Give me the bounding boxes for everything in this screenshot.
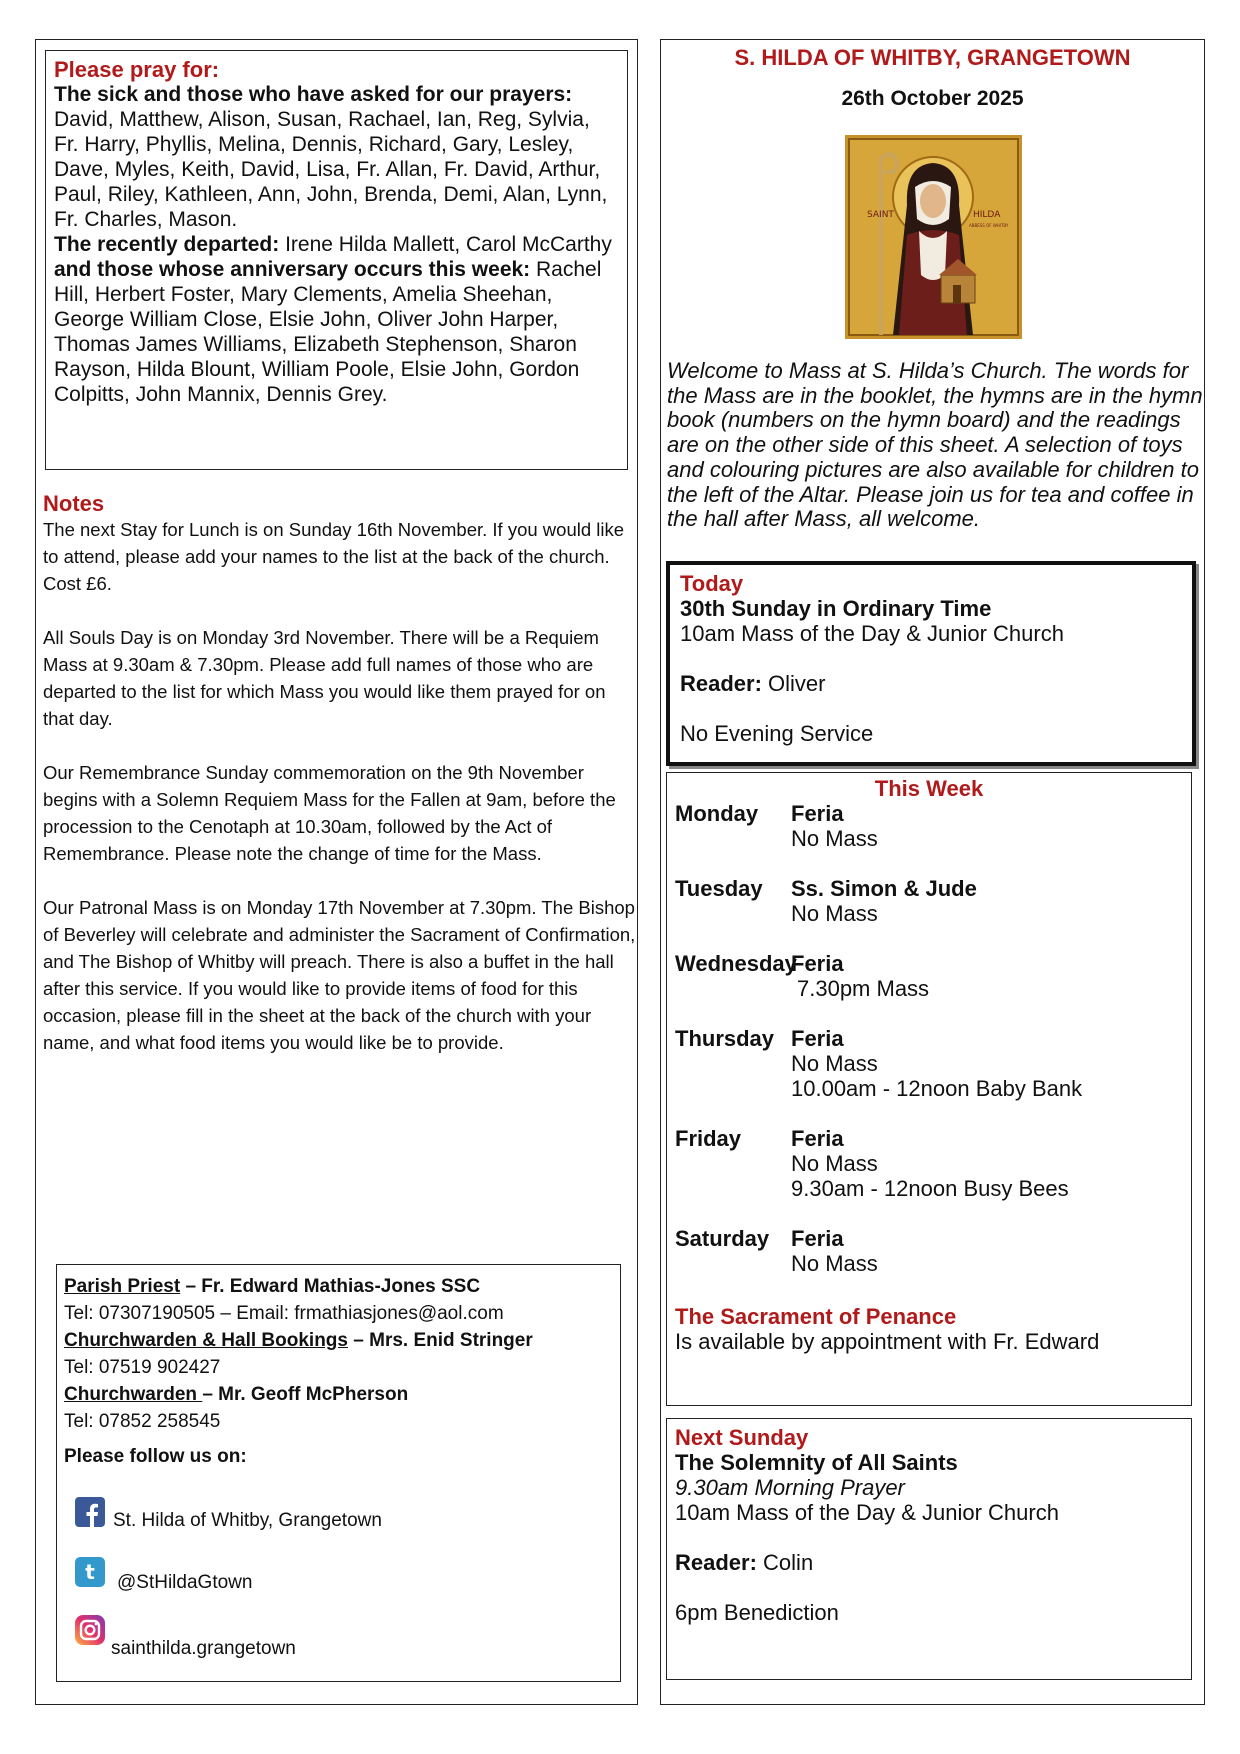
twitter-icon	[75, 1557, 105, 1587]
penance-title: The Sacrament of Penance	[675, 1304, 957, 1329]
today-reader-line	[680, 671, 1182, 696]
today-box	[666, 561, 1196, 766]
church-name: S. HILDA OF WHITBY, GRANGETOWN	[734, 45, 1131, 70]
notes-section	[43, 492, 638, 1083]
week-day-detail: 7.30pm Mass	[797, 976, 930, 1001]
note-item: Our Remembrance Sunday commemoration on the 9th November begins with a Solemn Requiem Mass for the Fallen at 9am, before the procession to the Cenotaph at 10.30am, followed by the Act of Remembrance. Please note the change of time for the Mass.	[43, 762, 616, 864]
week-title: This Week	[874, 776, 984, 801]
prayer-departed	[54, 232, 619, 407]
warden2-line	[64, 1381, 613, 1408]
instagram-icon	[75, 1615, 105, 1645]
note-item: Our Patronal Mass is on Monday 17th November at 7.30pm. The Bishop of Beverley will celebrate and administer the Sacrament of Confirmation, and The Bishop of Whitby will preach. There is also a buffet in the hall after this service. If you would like to provide items of food for this occasion, please fill in the sheet at the back of the church with your name, and what food items you would like be to provide.	[43, 897, 636, 1053]
facebook-icon	[75, 1497, 105, 1527]
week-day-feast: Feria	[791, 1126, 844, 1151]
priest-name: – Fr. Edward Mathias-Jones SSC	[185, 1276, 481, 1297]
next-name: The Solemnity of All Saints	[675, 1450, 958, 1475]
week-day-detail: No Mass	[791, 1151, 878, 1176]
week-day-detail: 9.30am - 12noon Busy Bees	[791, 1176, 1069, 1201]
week-day-label: Monday	[675, 801, 759, 826]
next-reader-label: Reader:	[675, 1550, 757, 1575]
week-day-label: Saturday	[675, 1226, 770, 1251]
penance-text: Is available by appointment with Fr. Edward	[675, 1329, 1100, 1354]
this-week-box	[666, 772, 1192, 1406]
week-day-label: Thursday	[675, 1026, 775, 1051]
week-day-feast: Feria	[791, 1026, 844, 1051]
next-title: Next Sunday	[675, 1425, 809, 1450]
week-day-detail: No Mass	[791, 1251, 878, 1276]
icon-text-left: SAINT	[867, 210, 894, 220]
next-reader: Colin	[763, 1550, 814, 1575]
note-item: All Souls Day is on Monday 3rd November. There will be a Requiem Mass at 9.30am & 7.30pm. Please add full names of those who are departed to the list for which Mass you would like them prayed for on that day.	[43, 627, 606, 729]
icon-text-sub: ABBESS OF WHITBY	[969, 223, 1009, 228]
today-evening: No Evening Service	[680, 721, 874, 746]
week-day-label: Tuesday	[675, 876, 763, 901]
warden2-tel: Tel: 07852 258545	[64, 1411, 221, 1432]
prayer-sick-label: The sick and those who have asked for our prayers:	[54, 83, 573, 106]
week-day-detail: No Mass	[791, 901, 878, 926]
priest-line	[64, 1273, 613, 1300]
facebook-text: St. Hilda of Whitby, Grangetown	[113, 1510, 382, 1531]
priest-label: Parish Priest	[64, 1276, 181, 1297]
today-reader-label: Reader:	[680, 671, 762, 696]
contact-box	[56, 1264, 621, 1682]
week-day-label: Wednesday	[675, 951, 797, 976]
note-item: The next Stay for Lunch is on Sunday 16th November. If you would like to attend, please add your names to the list at the back of the church. Cost £6.	[43, 519, 625, 594]
warden2-name: – Mr. Geoff McPherson	[202, 1384, 409, 1405]
prayer-sick	[54, 82, 619, 232]
warden1-line	[64, 1327, 613, 1354]
warden1-tel: Tel: 07519 902427	[64, 1357, 221, 1378]
warden2-label: Churchwarden	[64, 1384, 203, 1405]
week-day-label: Friday	[675, 1126, 742, 1151]
today-mass: 10am Mass of the Day & Junior Church	[680, 621, 1064, 646]
week-day-detail: No Mass	[791, 1051, 878, 1076]
warden1-name: – Mrs. Enid Stringer	[353, 1330, 533, 1351]
week-day-feast: Feria	[791, 801, 844, 826]
service-date: 26th October 2025	[841, 87, 1024, 110]
next-prayer: 9.30am Morning Prayer	[675, 1475, 905, 1500]
saint-hilda-icon-image	[845, 135, 1022, 339]
twitter-text: @StHildaGtown	[117, 1572, 253, 1593]
icon-text-right: HILDA	[973, 210, 1001, 220]
notes-title: Notes	[43, 491, 105, 516]
week-day-feast: Ss. Simon & Jude	[791, 876, 977, 901]
week-day-detail: No Mass	[791, 826, 878, 851]
prayer-list-box	[45, 50, 628, 470]
prayer-departed-label: The recently departed:	[54, 233, 280, 256]
prayer-anniversary-label: and those whose anniversary occurs this week:	[54, 258, 531, 281]
prayer-sick-names: David, Matthew, Alison, Susan, Rachael, Ian, Reg, Sylvia, Fr. Harry, Phyllis, Melina, Dennis, Richard, Gary, Lesley, Dave, Myles, Keith, David, Lisa, Fr. Allan, Fr. David, Arthur, Paul, Riley, Kathleen, Ann, John, Brenda, Demi, Alan, Lynn, Fr. Charles, Mason.	[54, 108, 608, 231]
next-sunday-box	[666, 1418, 1192, 1680]
prayer-heading: Please pray for:	[54, 57, 220, 82]
instagram-text: sainthilda.grangetown	[111, 1638, 296, 1659]
week-day-detail: 10.00am - 12noon Baby Bank	[791, 1076, 1083, 1101]
week-day-feast: Feria	[791, 951, 844, 976]
prayer-anniversary-names: Rachel Hill, Herbert Foster, Mary Clements, Amelia Sheehan, George William Close, Elsie John, Oliver John Harper, Thomas James Williams, Elizabeth Stephenson, Sharon Rayson, Hilda Blount, William Poole, Elsie John, Gordon Colpitts, John Mannix, Dennis Grey.	[54, 258, 602, 406]
priest-contact: Tel: 07307190505 – Email: frmathiasjones@aol.com	[64, 1303, 504, 1324]
warden1-label: Churchwarden & Hall Bookings	[64, 1330, 348, 1351]
welcome-text: Welcome to Mass at S. Hilda’s Church. The words for the Mass are in the booklet, the hymns are in the hymn book (numbers on the hymn board) and the readings are on the other side of this sheet. A selection of toys and colouring pictures are also available for children to the left of the Altar. Please join us for tea and coffee in the hall after Mass, all welcome.	[667, 358, 1203, 532]
follow-us-label: Please follow us on:	[64, 1446, 247, 1467]
next-benediction: 6pm Benediction	[675, 1600, 839, 1625]
next-mass: 10am Mass of the Day & Junior Church	[675, 1500, 1059, 1525]
today-reader: Oliver	[768, 671, 826, 696]
today-name: 30th Sunday in Ordinary Time	[680, 596, 992, 621]
prayer-departed-names: Irene Hilda Mallett, Carol McCarthy	[285, 233, 612, 256]
next-reader-line	[675, 1550, 1183, 1575]
today-title: Today	[680, 571, 744, 596]
svg-text:t: t	[85, 1560, 95, 1584]
week-day-feast: Feria	[791, 1226, 844, 1251]
